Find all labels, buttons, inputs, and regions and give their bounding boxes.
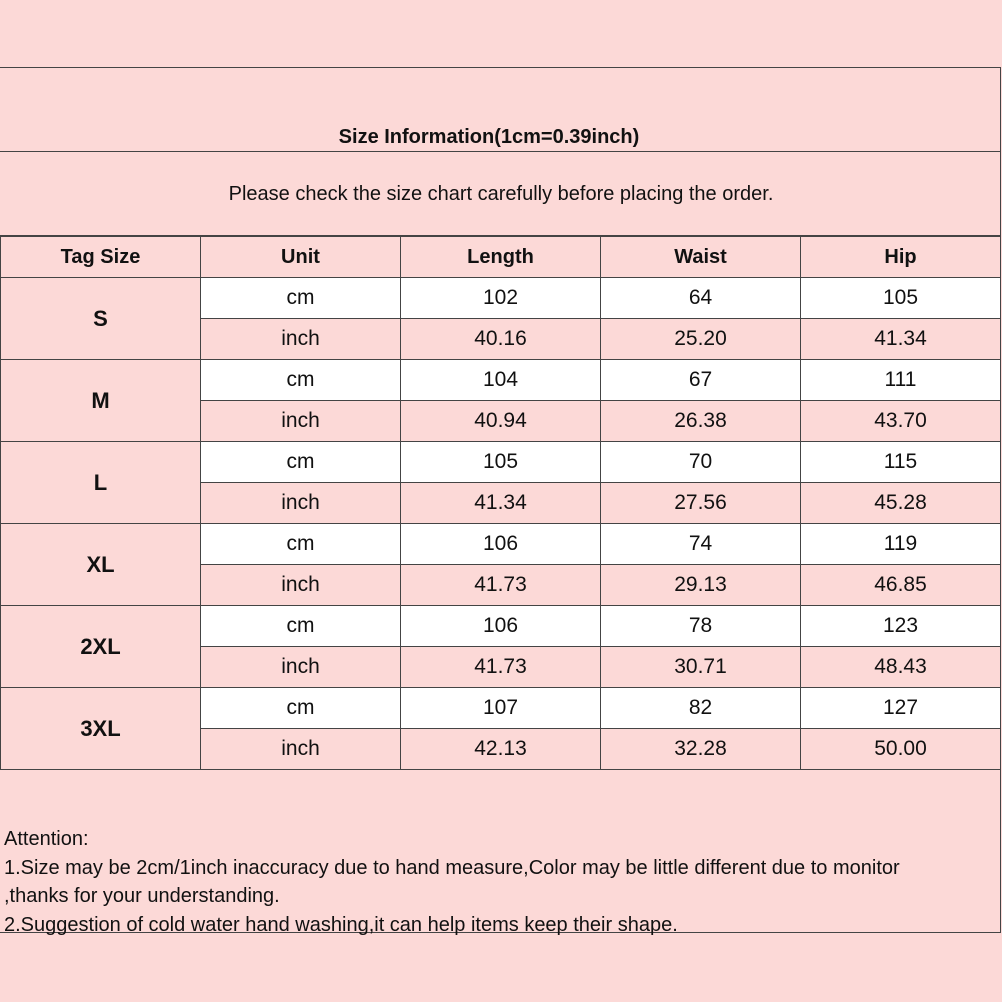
attention-line-1-cont: ,thanks for your understanding. <box>4 885 280 907</box>
size-tag: S <box>1 278 201 360</box>
waist-cell: 64 <box>601 278 801 319</box>
waist-cell: 70 <box>601 442 801 483</box>
chart-note: Please check the size chart carefully before placing the order. <box>228 183 774 205</box>
table-row <box>1 688 1001 729</box>
size-chart-sheet <box>0 67 1001 936</box>
length-cell: 40.94 <box>401 401 601 442</box>
table-row <box>1 524 1001 565</box>
attention-notes <box>4 825 999 939</box>
waist-cell: 29.13 <box>601 565 801 606</box>
size-tag: 3XL <box>1 688 201 770</box>
hip-cell: 115 <box>801 442 1001 483</box>
hip-cell: 127 <box>801 688 1001 729</box>
unit-cell: cm <box>201 606 401 647</box>
table-row <box>1 606 1001 647</box>
header-row <box>1 237 1001 278</box>
length-cell: 102 <box>401 278 601 319</box>
size-tag: L <box>1 442 201 524</box>
header-unit: Unit <box>201 237 401 278</box>
waist-cell: 27.56 <box>601 483 801 524</box>
title-row <box>0 68 1000 152</box>
waist-cell: 30.71 <box>601 647 801 688</box>
hip-cell: 45.28 <box>801 483 1001 524</box>
attention-line-2: 2.Suggestion of cold water hand washing,it can help items keep their shape. <box>4 913 678 936</box>
table-row <box>1 278 1001 319</box>
size-tag: XL <box>1 524 201 606</box>
table-row <box>1 360 1001 401</box>
table-row <box>1 442 1001 483</box>
waist-cell: 78 <box>601 606 801 647</box>
waist-cell: 67 <box>601 360 801 401</box>
header-length: Length <box>401 237 601 278</box>
hip-cell: 43.70 <box>801 401 1001 442</box>
unit-cell: inch <box>201 565 401 606</box>
length-cell: 106 <box>401 524 601 565</box>
unit-cell: inch <box>201 319 401 360</box>
waist-cell: 82 <box>601 688 801 729</box>
waist-cell: 74 <box>601 524 801 565</box>
length-cell: 105 <box>401 442 601 483</box>
length-cell: 42.13 <box>401 729 601 770</box>
hip-cell: 48.43 <box>801 647 1001 688</box>
length-cell: 106 <box>401 606 601 647</box>
unit-cell: cm <box>201 524 401 565</box>
header-tag-size: Tag Size <box>1 237 201 278</box>
hip-cell: 111 <box>801 360 1001 401</box>
attention-heading: Attention: <box>4 828 89 850</box>
attention-line-1: 1.Size may be 2cm/1inch inaccuracy due to hand measure,Color may be little different due to monitor <box>4 856 900 879</box>
hip-cell: 105 <box>801 278 1001 319</box>
hip-cell: 119 <box>801 524 1001 565</box>
chart-title: Size Information(1cm=0.39inch) <box>338 126 640 148</box>
length-cell: 41.34 <box>401 483 601 524</box>
size-table <box>0 236 1001 770</box>
waist-cell: 32.28 <box>601 729 801 770</box>
size-tag: M <box>1 360 201 442</box>
unit-cell: cm <box>201 278 401 319</box>
length-cell: 104 <box>401 360 601 401</box>
length-cell: 41.73 <box>401 647 601 688</box>
unit-cell: inch <box>201 483 401 524</box>
length-cell: 40.16 <box>401 319 601 360</box>
waist-cell: 26.38 <box>601 401 801 442</box>
length-cell: 107 <box>401 688 601 729</box>
waist-cell: 25.20 <box>601 319 801 360</box>
unit-cell: cm <box>201 360 401 401</box>
hip-cell: 46.85 <box>801 565 1001 606</box>
hip-cell: 41.34 <box>801 319 1001 360</box>
unit-cell: inch <box>201 401 401 442</box>
hip-cell: 50.00 <box>801 729 1001 770</box>
header-hip: Hip <box>801 237 1001 278</box>
unit-cell: cm <box>201 442 401 483</box>
size-tag: 2XL <box>1 606 201 688</box>
hip-cell: 123 <box>801 606 1001 647</box>
header-waist: Waist <box>601 237 801 278</box>
unit-cell: cm <box>201 688 401 729</box>
unit-cell: inch <box>201 647 401 688</box>
note-row <box>0 152 1000 236</box>
unit-cell: inch <box>201 729 401 770</box>
length-cell: 41.73 <box>401 565 601 606</box>
